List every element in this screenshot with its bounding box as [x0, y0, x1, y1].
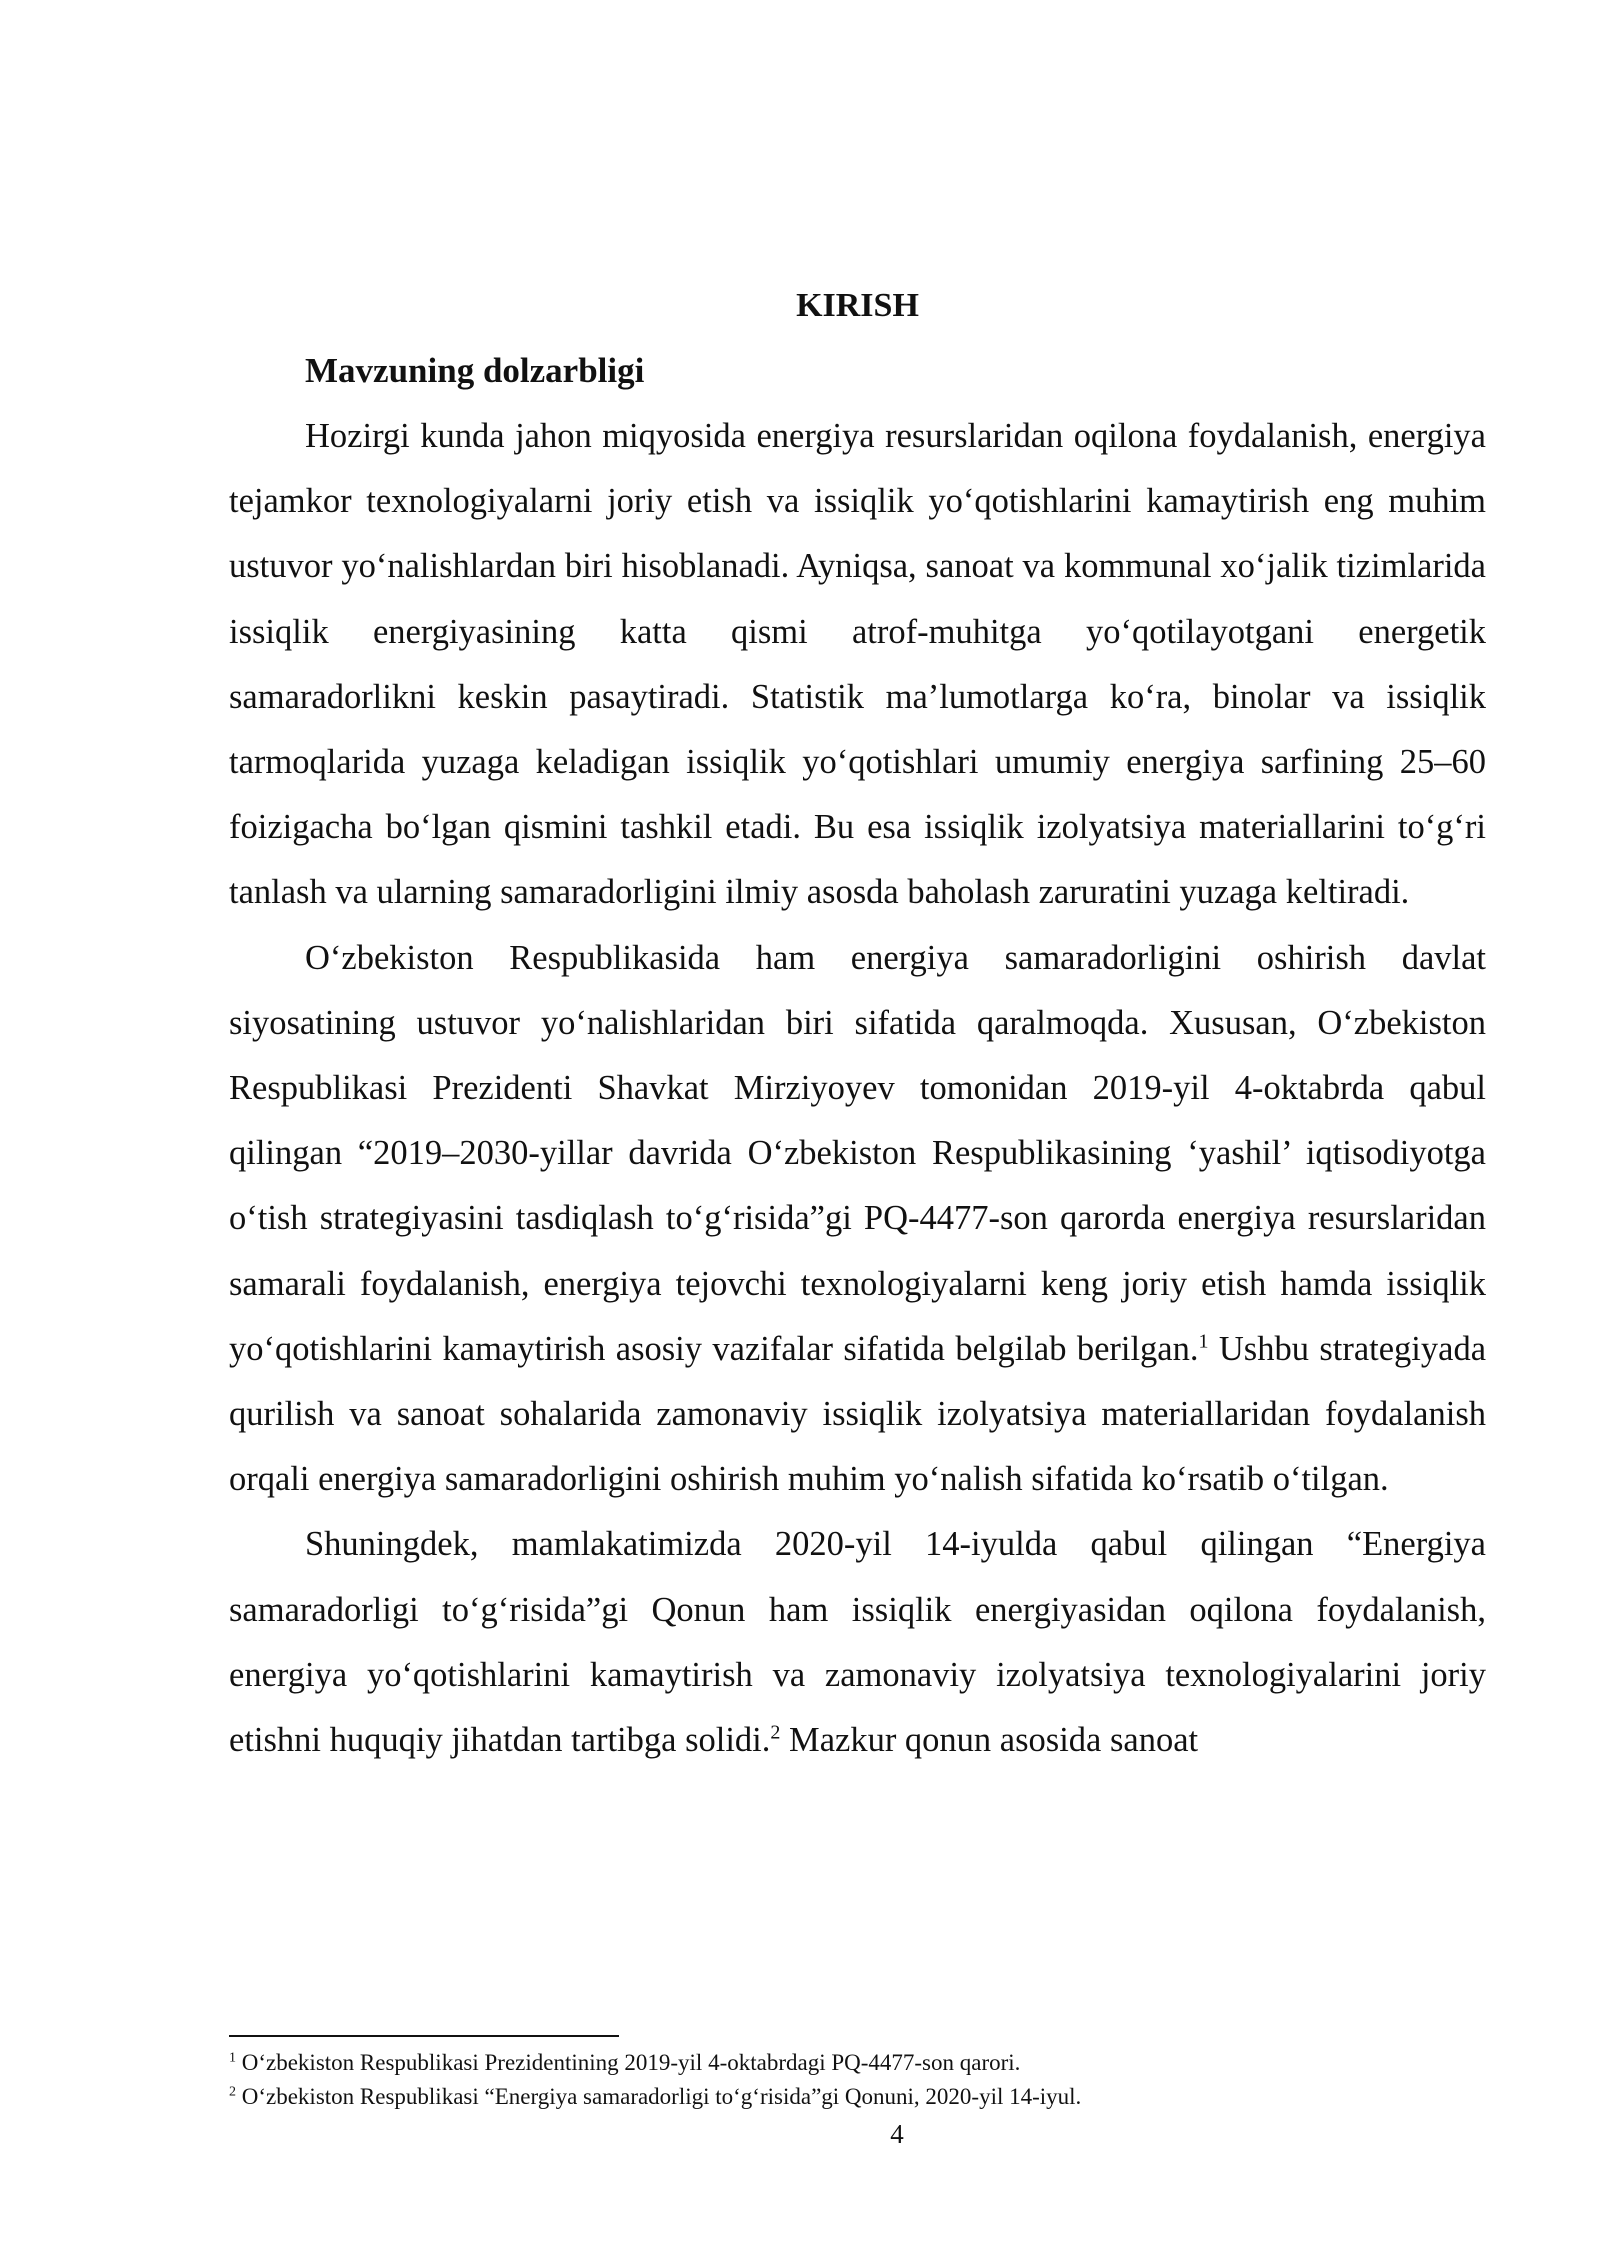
footnote-1-text: O‘zbekiston Respublikasi Prezidentining 2019-yil 4-oktabrdagi PQ-4477-son qarori. — [236, 2050, 1021, 2075]
paragraph-1: Hozirgi kunda jahon miqyosida energiya resurslaridan oqilona foydalanish, energiya tejamkor texnologiyalarni joriy etish va issiqlik yo‘qotishlarini kamaytirish eng muhim ustuvor yo‘nalishlardan biri hisoblanadi. Ayniqsa, sanoat va kommunal xo‘jalik tizimlarida issiqlik energiyasining katta qismi atrof-muhitga yo‘qotilayotgani energetik samaradorlikni keskin pasaytiradi. Statistik ma’lumotlarga ko‘ra, binolar va issiqlik tarmoqlarida yuzaga keladigan issiqlik yo‘qotishlari umumiy energiya sarfining 25–60 foizigacha bo‘lgan qismini tashkil etadi. Bu esa issiqlik izolyatsiya materiallarini to‘g‘ri tanlash va ularning samaradorligini ilmiy asosda baholash zaruratini yuzaga keltiradi. — [229, 417, 1486, 912]
section-heading: Mavzuning dolzarbligi — [305, 351, 645, 390]
footnote-1 — [229, 2046, 1486, 2080]
paragraph-2-text-before: O‘zbekiston Respublikasida ham energiya samaradorligini oshirish davlat siyosatining ustuvor yo‘nalishlaridan biri sifatida qaralmoqda. Xususan, O‘zbekiston Respublikasi Prezidenti Shavkat Mirziyoyev tomonidan 2019-yil 4-oktabrda qabul qilingan “2019–2030-yillar davrida O‘zbekiston Respublikasining ‘yashil’ iqtisodiyotga o‘tish strategiyasini tasdiqlash to‘g‘risida”gi PQ-4477-son qarorda energiya resurslaridan samarali foydalanish, energiya tejovchi texnologiyalarni keng joriy etish hamda issiqlik yo‘qotishlarini kamaytirish asosiy vazifalar sifatida belgilab berilgan. — [229, 938, 1486, 1368]
page-number: 4 — [890, 2119, 904, 2149]
chapter-title: KIRISH — [796, 287, 919, 324]
paragraph-2 — [229, 926, 1486, 1513]
footnote-ref-2[interactable]: 2 — [770, 1721, 781, 1744]
footnote-1-number: 1 — [229, 2050, 236, 2066]
paragraph-2-text-after: Ushbu strategiyada qurilish va sanoat sohalarida zamonaviy issiqlik izolyatsiya materiallaridan foydalanish orqali energiya samaradorligini oshirish muhim yo‘nalish sifatida ko‘rsatib o‘tilgan. — [229, 1329, 1487, 1499]
footnote-2-number: 2 — [229, 2084, 236, 2100]
footnote-ref-1[interactable]: 1 — [1198, 1330, 1209, 1353]
footnote-2-text: O‘zbekiston Respublikasi “Energiya samaradorligi to‘g‘risida”gi Qonuni, 2020-yil 14-iyul. — [236, 2084, 1082, 2109]
footnote-2 — [229, 2080, 1486, 2114]
paragraph-3-text-after: Mazkur qonun asosida sanoat — [780, 1721, 1199, 1760]
footnote-separator — [229, 2035, 619, 2037]
footnotes — [229, 2046, 1486, 2114]
paragraph-3-text-before: Shuningdek, mamlakatimizda 2020-yil 14-iyulda qabul qilingan “Energiya samaradorligi to‘g‘risida”gi Qonun ham issiqlik energiyasidan oqilona foydalanish, energiya yo‘qotishlarini kamaytirish va zamonaviy izolyatsiya texnologiyalarini joriy etishni huquqiy jihatdan tartibga solidi. — [229, 1525, 1486, 1760]
page-content — [229, 276, 1486, 1773]
paragraph-3 — [229, 1512, 1486, 1773]
